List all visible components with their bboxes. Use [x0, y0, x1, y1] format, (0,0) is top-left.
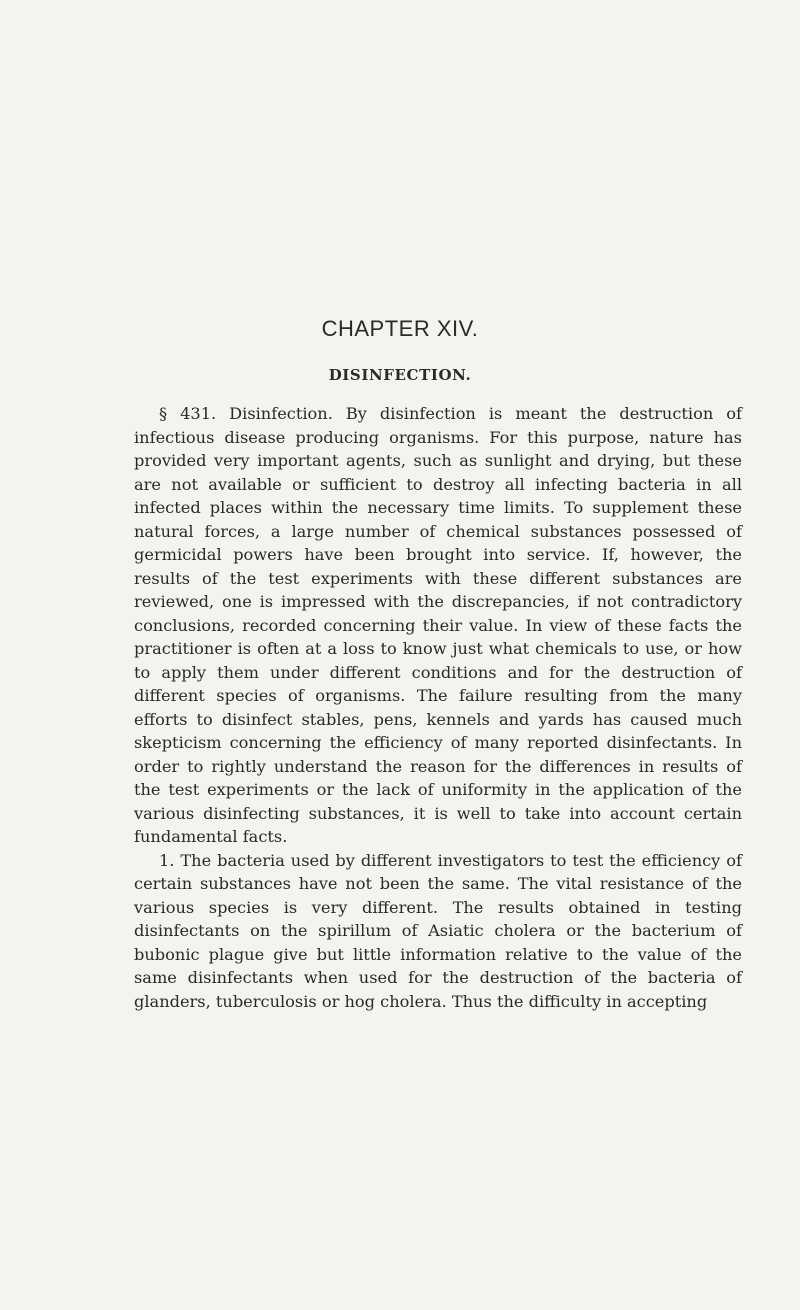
chapter-title: CHAPTER XIV.: [321, 316, 479, 341]
paragraph-text: The bacteria used by different investigators to test the efficiency of certain substances have not been the same. The vital resistance of the various species is very different. The results obtained in testing disinfectants on the spirillum of Asiatic cholera or the bacterium of bubonic plague give but little information relative to the value of the same disinfectants when used for the destruction of the bacteria of glanders, tuberculosis or hog cholera. Thus the difficulty in accepting: [134, 850, 742, 1011]
section-number: § 431.: [159, 404, 217, 423]
paragraph-text: Disinfection. By disinfection is meant the destruction of infectious disease producing organisms. For this purpose, nature has provided very important agents, such as sunlight and drying, but these are not available or sufficient to destroy all infecting bacteria in all infected places within the necessary time limits. To supplement these natural forces, a large number of chemical substances possessed of germicidal powers have been brought into service. If, however, the results of the test experiments with these different substances are reviewed, one is impressed with the discrepancies, if not contradictory conclusions, recorded concerning their value. In view of these facts the practitioner is often at a loss to know just what chemicals to use, or how to apply them under different conditions and for the destruction of different species of organisms. The failure resulting from the many efforts to disinfect stables, pens, kennels and yards has caused much skepticism concerning the efficiency of many reported disinfectants. In order to rightly understand the reason for the differences in results of the test experiments or the lack of uniformity in the application of the various disinfecting substances, it is well to take into account certain fundamental facts.: [134, 404, 742, 846]
body-text: [134, 402, 742, 1013]
section-title: DISINFECTION.: [328, 366, 472, 384]
paragraph-431: [134, 402, 742, 849]
point-number: 1.: [159, 850, 175, 870]
paragraph-point-1: [134, 849, 742, 1014]
